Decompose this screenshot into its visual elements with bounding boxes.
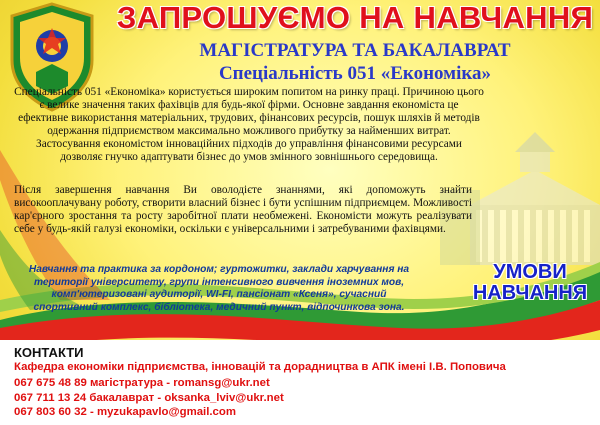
- page-title: ЗАПРОШУЄМО НА НАВЧАННЯ: [116, 0, 594, 35]
- career-paragraph: Після завершення навчання Ви оволодієте знаннями, які допоможуть знайти високооплачувану роботу, створити власний бізнес і бути успішним підприємцем. Можливості кар'єрного зростання та росту заробітної плати необмежені. Економісти можуть реалізувати себе у будь-якій галузі економіки, оскільки є універсальними і затребуваними фахівцями.: [14, 184, 472, 235]
- study-conditions-heading: УМОВИ НАВЧАННЯ: [472, 261, 588, 304]
- contacts-title: КОНТАКТИ: [14, 345, 84, 360]
- department-name: Кафедра економіки підприємства, інновацій та дорадництва в АПК імені І.В. Поповича: [14, 361, 506, 373]
- contact-other: 067 803 60 32 - myzukapavlo@gmail.com: [14, 406, 236, 418]
- specialty-subtitle: Спеціальність 051 «Економіка»: [218, 63, 492, 84]
- contact-bachelors: 067 711 13 24 бакалаврат - oksanka_lviv@ukr.net: [14, 392, 284, 404]
- contact-masters: 067 675 48 89 магістратура - romansg@ukr.net: [14, 377, 270, 389]
- study-conditions-text: Навчання та практика за кордоном; гуртожитки, заклади харчування на території університету, групи інтенсивного вивчення іноземних мов, комп'ютеризовані аудиторії, WI-FI, пансіонат «Ксеня», сучасний спортивний комплекс, бібліотека, медичний пункт, відпочинкова зона.: [28, 264, 410, 313]
- levels-subtitle: МАГІСТРАТУРА ТА БАКАЛАВРАТ: [199, 40, 511, 61]
- intro-paragraph: Спеціальність 051 «Економіка» користується широким попитом на ринку праці. Причиною цього є велике значення таких фахівців для будь-якої фірми. Основне завдання економіста це ефективне використання матеріальних, трудових, фінансових ресурсів, пошук шляхів й методів одержання підприємством максимально можливого прибутку за найменших витрат. Застосування економістом інноваційних підходів до управління фінансовими ресурсами дозволяє гнучко адаптувати бізнес до умов змінного зовнішнього середовища.: [14, 86, 484, 163]
